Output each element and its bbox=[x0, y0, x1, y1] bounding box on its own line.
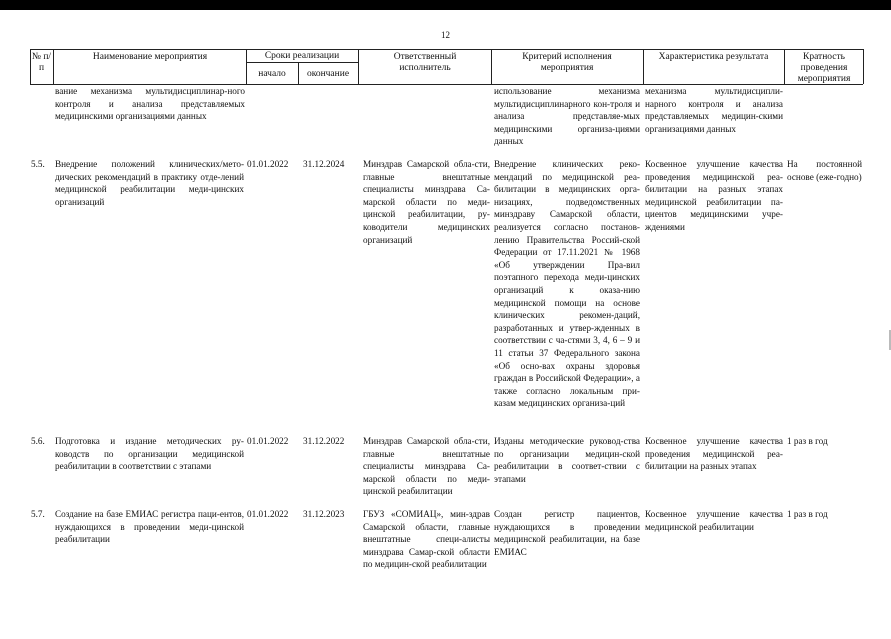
row-end: 31.12.2024 bbox=[303, 159, 345, 169]
header-criterion: Критерий исполнения мероприятия bbox=[522, 52, 612, 73]
col-divider bbox=[863, 49, 864, 84]
header-responsible: Ответственный исполнитель bbox=[393, 52, 457, 73]
col-divider bbox=[358, 49, 359, 84]
col-divider bbox=[53, 49, 54, 84]
row-responsible: ГБУЗ «СОМИАЦ», мин-здрав Самарской области, главные внештатные специ-алисты минздрава Самар-ской области по медицин-ской реабилитации bbox=[363, 509, 490, 570]
row-number: 5.7. bbox=[31, 509, 45, 519]
header-num: № п/п bbox=[31, 52, 52, 73]
row-name: Подготовка и издание методических ру-ководств по организации медицинской реабилитации в соответствии с этапами bbox=[55, 436, 244, 472]
row-frequency: На постоянной основе (еже-годно) bbox=[787, 159, 862, 182]
row-responsible: Минздрав Самарской обла-сти, главные внештатные специалисты минздрава Са-марской области по меди-цинской реабилитации, ру-ководители медицинских организаций bbox=[363, 159, 490, 245]
header-result: Характеристика результата bbox=[658, 52, 769, 62]
row-criterion: Внедрение клинических реко-мендаций по медицинской реа-билитации в медицинских орга-низациях, подведомственных минздраву Самарской области, реализуется согласно постанов-лению Правительства Россий-ской Федерации от 17.11.2021 № 1968 «Об утверждении Пра-вил поэтапного перехода меди-цинских организаций к оказа-нию медицинской помощи на основе клинических рекомен-даций, разработанных и утвер-жденных в соответствии с ча-стями 3, 4, 6 – 9 и 11 статьи 37 Федерального закона «Об осно-вах охраны здоровья граждан в Российской Федерации», а также согласно локальным при-казам медицинских организа-ций bbox=[494, 159, 640, 409]
header-frequency: Кратность проведения мероприятия bbox=[797, 52, 851, 84]
continuation-result: механизма мультидисципли-нарного контроля и анализа представляемых медицин-скими организациями данных bbox=[645, 86, 783, 134]
row-result: Косвенное улучшение качества проведения медицинской реа-билитации на разных этапах bbox=[645, 436, 783, 472]
row-frequency: 1 раз в год bbox=[787, 436, 828, 446]
row-result: Косвенное улучшение качества проведения медицинской реа-билитации на разных этапах медицинской реабилитации па-циентов медицинскими учре-ждениями bbox=[645, 159, 783, 232]
row-criterion: Создан регистр пациентов, нуждающихся в проведении медицинской реабилитации, на базе ЕМИАС bbox=[494, 509, 640, 557]
row-end: 31.12.2023 bbox=[303, 509, 345, 519]
header-start: начало bbox=[258, 69, 286, 79]
row-criterion: Изданы методические руковод-ства по организации медицин-ской реабилитации в соответ-ствии с этапами bbox=[494, 436, 640, 484]
continuation-criterion: использование механизма мультидисциплинарного кон-троля и анализа представляе-мых медицинскими организа-циями данных bbox=[494, 86, 640, 147]
row-result: Косвенное улучшение качества медицинской реабилитации bbox=[645, 509, 783, 532]
col-divider bbox=[491, 49, 492, 84]
scan-top-border bbox=[0, 0, 891, 10]
row-responsible: Минздрав Самарской обла-сти, главные внештатные специалисты минздрава Са-марской области по меди-цинской реабилитации bbox=[363, 436, 490, 497]
row-number: 5.6. bbox=[31, 436, 45, 446]
terms-divider bbox=[246, 62, 358, 63]
col-divider bbox=[784, 49, 785, 84]
row-frequency: 1 раз в год bbox=[787, 509, 828, 519]
row-start: 01.01.2022 bbox=[247, 159, 289, 169]
header-name: Наименование мероприятия bbox=[92, 52, 208, 62]
header-terms: Сроки реализации bbox=[264, 51, 340, 61]
row-start: 01.01.2022 bbox=[247, 436, 289, 446]
continuation-name: вание механизма мультидисциплинар-ного контроля и анализа представляемых медицинскими организациями данных bbox=[55, 86, 245, 122]
page-number: 12 bbox=[441, 30, 450, 40]
row-start: 01.01.2022 bbox=[247, 509, 289, 519]
header-end: окончание bbox=[306, 69, 350, 79]
row-number: 5.5. bbox=[31, 159, 45, 169]
row-name: Создание на базе ЕМИАС регистра паци-ентов, нуждающихся в проведении меди-цинской реабилитации bbox=[55, 509, 244, 545]
row-name: Внедрение положений клинических/мето-дических рекомендаций в практику отде-лений медицинской реабилитации меди-цинских организаций bbox=[55, 159, 244, 207]
row-end: 31.12.2022 bbox=[303, 436, 345, 446]
